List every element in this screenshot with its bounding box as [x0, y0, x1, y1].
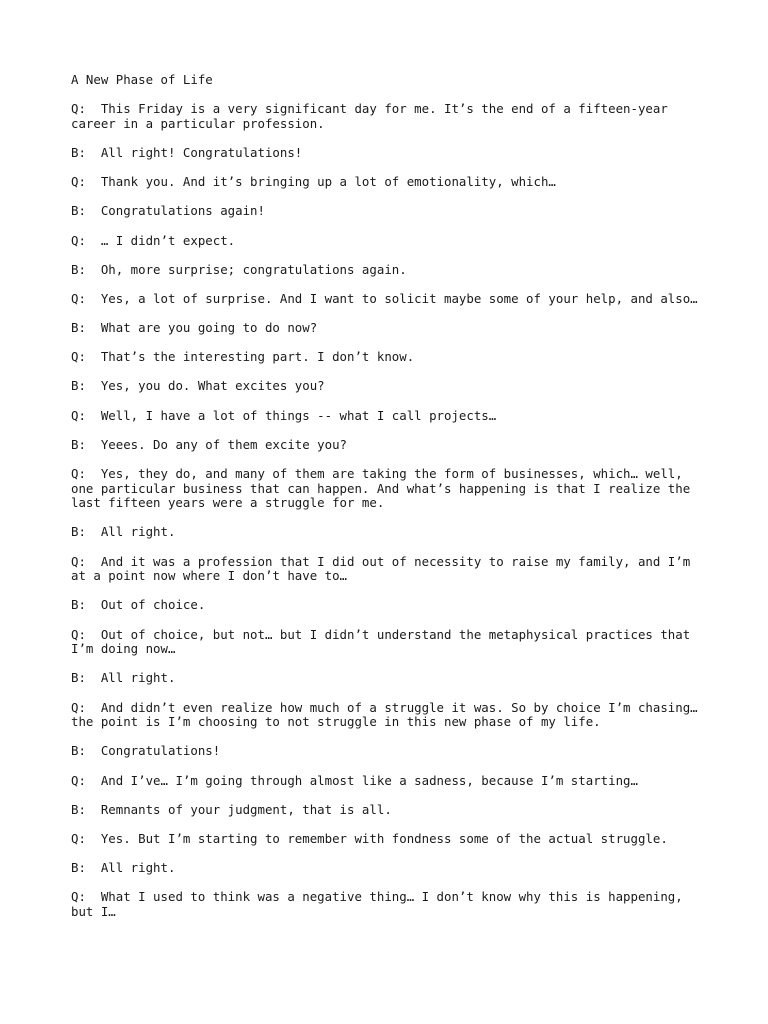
- transcript-paragraph: [71, 175, 708, 190]
- utterance-text: This Friday is a very significant day for me. It’s the end of a fifteen-year career in a particular profession.: [71, 101, 676, 131]
- utterance-text: All right.: [100, 670, 176, 686]
- transcript-paragraph: [71, 292, 708, 307]
- speaker-label: B:: [71, 320, 86, 336]
- speaker-label: Q:: [71, 174, 86, 190]
- utterance-text: Yes. But I’m starting to remember with fondness some of the actual struggle.: [100, 830, 668, 846]
- speaker-label: B:: [71, 597, 86, 613]
- speaker-label: Q:: [71, 101, 86, 117]
- utterance-text: All right! Congratulations!: [100, 144, 303, 160]
- transcript-paragraph: [71, 861, 708, 876]
- transcript: [71, 102, 708, 919]
- transcript-paragraph: [71, 803, 708, 818]
- utterance-text: … I didn’t expect.: [100, 232, 236, 248]
- transcript-paragraph: [71, 671, 708, 686]
- utterance-text: What I used to think was a negative thing… I don’t know why this is happening, but I…: [71, 889, 691, 919]
- transcript-paragraph: [71, 204, 708, 219]
- transcript-paragraph: [71, 774, 708, 789]
- speaker-label: Q:: [71, 466, 86, 482]
- transcript-paragraph: [71, 832, 708, 847]
- speaker-label: Q:: [71, 349, 86, 365]
- utterance-text: All right.: [100, 524, 176, 540]
- transcript-paragraph: [71, 146, 708, 161]
- speaker-label: Q:: [71, 407, 86, 423]
- utterance-text: Yes, you do. What excites you?: [100, 378, 325, 394]
- utterance-text: Congratulations again!: [100, 203, 265, 219]
- transcript-paragraph: [71, 438, 708, 453]
- utterance-text: And it was a profession that I did out of necessity to raise my family, and I’m at a point now where I don’t have to…: [71, 553, 698, 584]
- speaker-label: B:: [71, 801, 86, 817]
- speaker-label: B:: [71, 743, 86, 759]
- utterance-text: Out of choice.: [100, 597, 206, 613]
- speaker-label: Q:: [71, 699, 86, 715]
- utterance-text: Yes, they do, and many of them are taking the form of businesses, which… well, one particular business that can happen. And what’s happening is that I realize the last fifteen years were a struggle for me.: [71, 466, 698, 511]
- speaker-label: Q:: [71, 553, 86, 569]
- utterance-text: Yes, a lot of surprise. And I want to solicit maybe some of your help, and also…: [100, 290, 698, 306]
- transcript-paragraph: [71, 744, 708, 759]
- transcript-paragraph: [71, 555, 708, 584]
- speaker-label: Q:: [71, 772, 86, 788]
- transcript-paragraph: [71, 890, 708, 919]
- speaker-label: Q:: [71, 232, 86, 248]
- utterance-text: Well, I have a lot of things -- what I call projects…: [100, 407, 497, 423]
- utterance-text: Yeees. Do any of them excite you?: [100, 436, 348, 452]
- utterance-text: And didn’t even realize how much of a struggle it was. So by choice I’m chasing… the point is I’m choosing to not struggle in this new phase of my life.: [71, 699, 706, 730]
- speaker-label: B:: [71, 524, 86, 540]
- speaker-label: Q:: [71, 626, 86, 642]
- transcript-paragraph: [71, 321, 708, 336]
- transcript-paragraph: [71, 234, 708, 249]
- speaker-label: B:: [71, 436, 86, 452]
- transcript-paragraph: [71, 598, 708, 613]
- utterance-text: Oh, more surprise; congratulations again.: [100, 261, 407, 277]
- transcript-paragraph: [71, 102, 708, 131]
- speaker-label: B:: [71, 670, 86, 686]
- speaker-label: Q:: [71, 830, 86, 846]
- transcript-paragraph: [71, 409, 708, 424]
- transcript-paragraph: [71, 628, 708, 657]
- speaker-label: B:: [71, 144, 86, 160]
- utterance-text: What are you going to do now?: [100, 320, 318, 336]
- transcript-paragraph: [71, 379, 708, 394]
- utterance-text: That’s the interesting part. I don’t know.: [100, 349, 415, 365]
- utterance-text: And I’ve… I’m going through almost like a sadness, because I’m starting…: [100, 772, 638, 788]
- transcript-paragraph: [71, 525, 708, 540]
- document-title: A New Phase of Life: [71, 72, 213, 87]
- utterance-text: Thank you. And it’s bringing up a lot of emotionality, which…: [100, 174, 556, 190]
- speaker-label: B:: [71, 378, 86, 394]
- speaker-label: B:: [71, 203, 86, 219]
- utterance-text: Remnants of your judgment, that is all.: [100, 801, 392, 817]
- transcript-paragraph: [71, 263, 708, 278]
- transcript-paragraph: [71, 467, 708, 511]
- utterance-text: Congratulations!: [100, 743, 221, 759]
- utterance-text: Out of choice, but not… but I didn’t understand the metaphysical practices that I’m doing now…: [71, 626, 698, 657]
- speaker-label: B:: [71, 261, 86, 277]
- speaker-label: Q:: [71, 290, 86, 306]
- transcript-paragraph: [71, 701, 708, 730]
- speaker-label: Q:: [71, 889, 86, 905]
- speaker-label: B:: [71, 860, 86, 876]
- transcript-paragraph: [71, 350, 708, 365]
- utterance-text: All right.: [100, 860, 176, 876]
